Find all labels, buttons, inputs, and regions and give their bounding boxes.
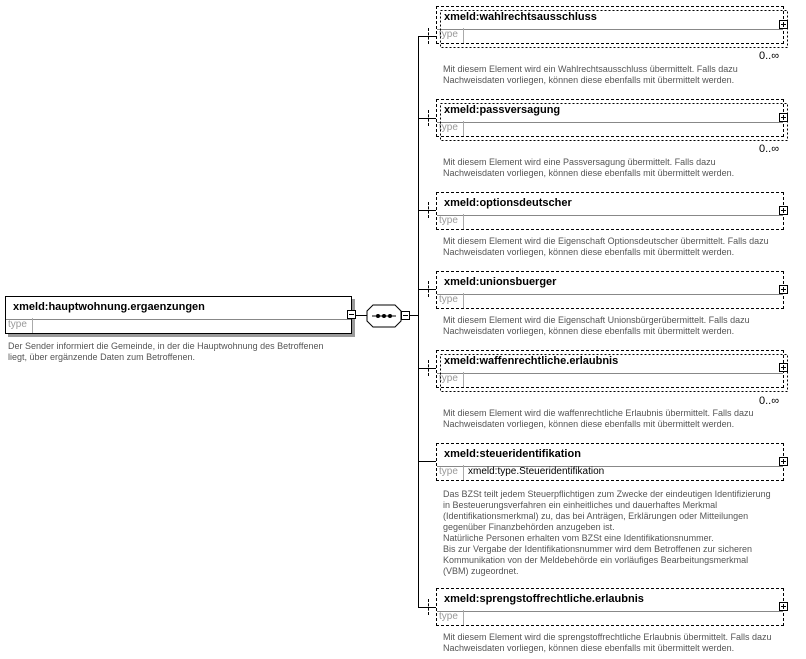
- child-type-row: [437, 293, 783, 308]
- branch-line: [418, 461, 436, 462]
- child-description: Mit diesem Element wird die Eigenschaft Unionsbürgerübermittelt. Falls dazu Nachweisdaten vorliegen, können diese ebenfalls mit übermittelt werden.: [443, 315, 750, 336]
- sequence-compositor-icon[interactable]: [366, 304, 402, 328]
- optional-marker-line: [428, 202, 429, 218]
- child-type-row: [437, 465, 783, 480]
- child-element-name: xmeld:passversagung: [437, 100, 783, 123]
- expand-icon[interactable]: [779, 457, 788, 466]
- multiplicity-label: 0..∞: [759, 50, 780, 62]
- child-element-name: xmeld:sprengstoffrechtliche.erlaubnis: [437, 589, 783, 612]
- child-type-label: type: [437, 293, 464, 308]
- child-type-label: type: [437, 121, 464, 136]
- repeat-shadow: [440, 103, 790, 145]
- branch-line: [418, 289, 436, 290]
- branch-line: [418, 368, 436, 369]
- expand-icon[interactable]: [779, 206, 788, 215]
- repeat-shadow: [440, 354, 790, 396]
- sequence-connector-line: [410, 315, 418, 316]
- child-element-name: xmeld:waffenrechtliche.erlaubnis: [437, 351, 783, 374]
- optional-marker-line: [428, 599, 429, 615]
- child-description: Mit diesem Element wird die waffenrechtliche Erlaubnis übermittelt. Falls dazu Nachweisdaten vorliegen, können diese ebenfalls mit übermittelt werden.: [443, 408, 754, 429]
- optional-marker-line: [428, 28, 429, 44]
- child-description: Mit diesem Element wird eine Passversagung übermittelt. Falls dazu Nachweisdaten vorliegen, können diese ebenfalls mit übermittelt werden.: [443, 157, 735, 178]
- repeat-shadow: [440, 10, 790, 52]
- child-element-box[interactable]: [436, 271, 784, 309]
- child-element-name: xmeld:steueridentifikation: [437, 444, 783, 467]
- child-element-box[interactable]: [436, 443, 784, 481]
- optional-marker-line: [428, 110, 429, 126]
- branch-line: [418, 607, 436, 608]
- child-type-row: [437, 214, 783, 229]
- expand-icon[interactable]: [779, 113, 788, 122]
- child-type-label: type: [437, 214, 464, 229]
- expand-icon[interactable]: [779, 285, 788, 294]
- child-element-box[interactable]: [436, 192, 784, 230]
- child-description: Mit diesem Element wird die sprengstoffrechtliche Erlaubnis übermittelt. Falls dazu Nachweisdaten vorliegen, können diese ebenfalls mit übermittelt werden.: [443, 632, 772, 653]
- child-description: Mit diesem Element wird ein Wahlrechtsausschluss übermittelt. Falls dazu Nachweisdaten vorliegen, können diese ebenfalls mit übermittelt werden.: [443, 64, 738, 85]
- sequence-collapse-icon[interactable]: [401, 311, 410, 320]
- root-description: Der Sender informiert die Gemeinde, in der die Hauptwohnung des Betroffenen liegt, über ergänzende Daten zum Betroffenen.: [8, 341, 324, 362]
- branch-line: [418, 118, 436, 119]
- child-element-name: xmeld:wahlrechtsausschluss: [437, 7, 783, 30]
- root-type-label: type: [6, 318, 33, 333]
- child-type-label: type: [437, 610, 464, 625]
- optional-marker-line: [428, 360, 429, 376]
- child-type-value: xmeld:type.Steueridentifikation: [468, 466, 605, 477]
- branch-line: [418, 210, 436, 211]
- child-type-label: type: [437, 372, 464, 387]
- branch-line: [418, 36, 436, 37]
- child-type-label: type: [437, 465, 464, 480]
- children-bus-line: [418, 36, 419, 607]
- root-element-box[interactable]: [5, 296, 352, 334]
- child-element-name: xmeld:unionsbuerger: [437, 272, 783, 295]
- expand-icon[interactable]: [779, 363, 788, 372]
- child-type-label: type: [437, 28, 464, 43]
- multiplicity-label: 0..∞: [759, 143, 780, 155]
- child-element-name: xmeld:optionsdeutscher: [437, 193, 783, 216]
- child-type-row: [437, 610, 783, 625]
- expand-icon[interactable]: [779, 602, 788, 611]
- child-element-box[interactable]: [436, 588, 784, 626]
- root-collapse-icon[interactable]: [347, 310, 356, 319]
- child-description: Das BZSt teilt jedem Steuerpflichtigen zum Zwecke der eindeutigen Identifizierung in Besteuerungsverfahren ein einheitliches und dauerhaftes Merkmal (Identifikationsmerkmal) zu, das bei Anträgen, Erklärungen oder Mitteilungen gegenüber Finanzbehörden anzugeben ist. Natürliche Personen erhalten vom BZSt eine Identifikationsnummer. Bis zur Vergabe der Identifikationsnummer wird dem Betroffenen zur sicheren Kommunikation von der Meldebehörde ein vorläufiges Bearbeitungsmerkmal (VBM) zugeordnet.: [443, 489, 771, 576]
- root-type-row: [6, 318, 351, 333]
- root-element-name: xmeld:hauptwohnung.ergaenzungen: [6, 297, 351, 320]
- child-description: Mit diesem Element wird die Eigenschaft Optionsdeutscher übermittelt. Falls dazu Nachweisdaten vorliegen, können diese ebenfalls mit übermittelt werden.: [443, 236, 769, 257]
- optional-marker-line: [428, 281, 429, 297]
- multiplicity-label: 0..∞: [759, 395, 780, 407]
- expand-icon[interactable]: [779, 20, 788, 29]
